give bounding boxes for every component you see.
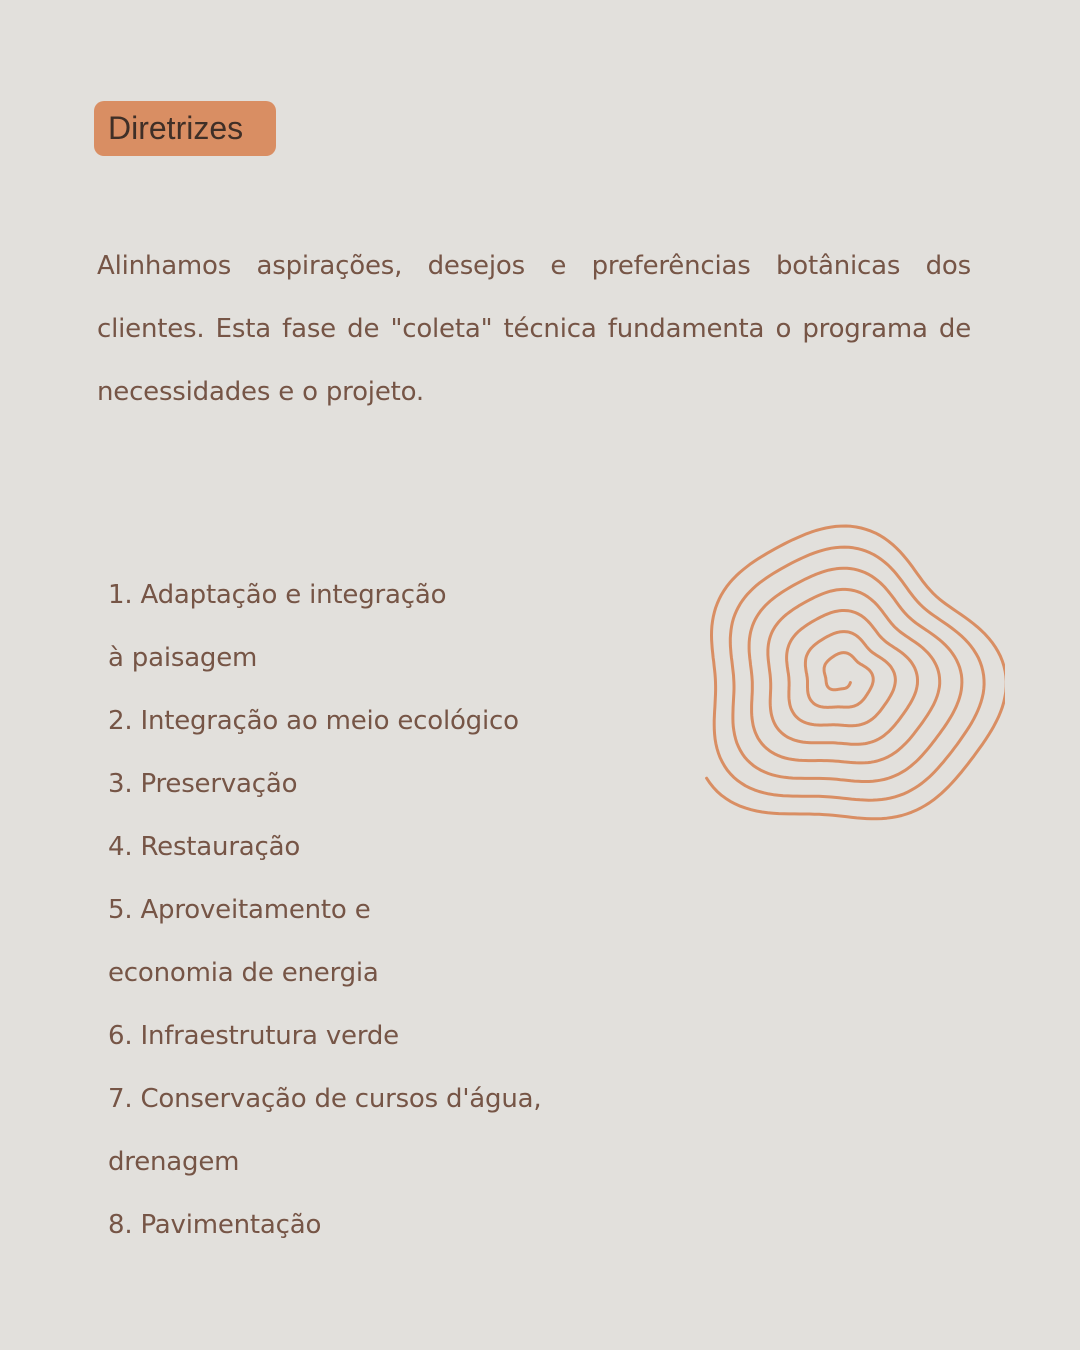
list-item [108,816,541,879]
list-item-text: à paisagem [108,643,258,673]
list-item [108,753,541,816]
list-item-text: 5. Aproveitamento e [108,895,371,925]
list-item-text: 7. Conservação de cursos d'água, [108,1084,542,1114]
list-item-text: 8. Pavimentação [108,1210,322,1240]
list-item-text: 3. Preservação [108,769,298,799]
list-item [108,1005,541,1068]
list-item [108,690,541,753]
section-tag [94,101,276,156]
list-item-text: 2. Integração ao meio ecológico [108,706,519,736]
list-item-text: drenagem [108,1147,240,1177]
spiral-line [707,526,1005,819]
list-item [108,564,541,690]
list-item-text: 4. Restauração [108,832,301,862]
spiral-icon [670,515,1005,840]
list-item-text: 1. Adaptação e integração [108,580,447,610]
list-item [108,1068,541,1194]
section-tag-label: Diretrizes [108,110,244,146]
guidelines-list [108,564,541,1257]
list-item [108,1194,541,1257]
list-item-text: economia de energia [108,958,379,988]
list-item-text: 6. Infraestrutura verde [108,1021,399,1051]
intro-paragraph: Alinhamos aspirações, desejos e preferências botânicas dos clientes. Esta fase de "coleta" técnica fundamenta o programa de necessidades e o projeto. [97,251,971,407]
list-item [108,879,541,1005]
